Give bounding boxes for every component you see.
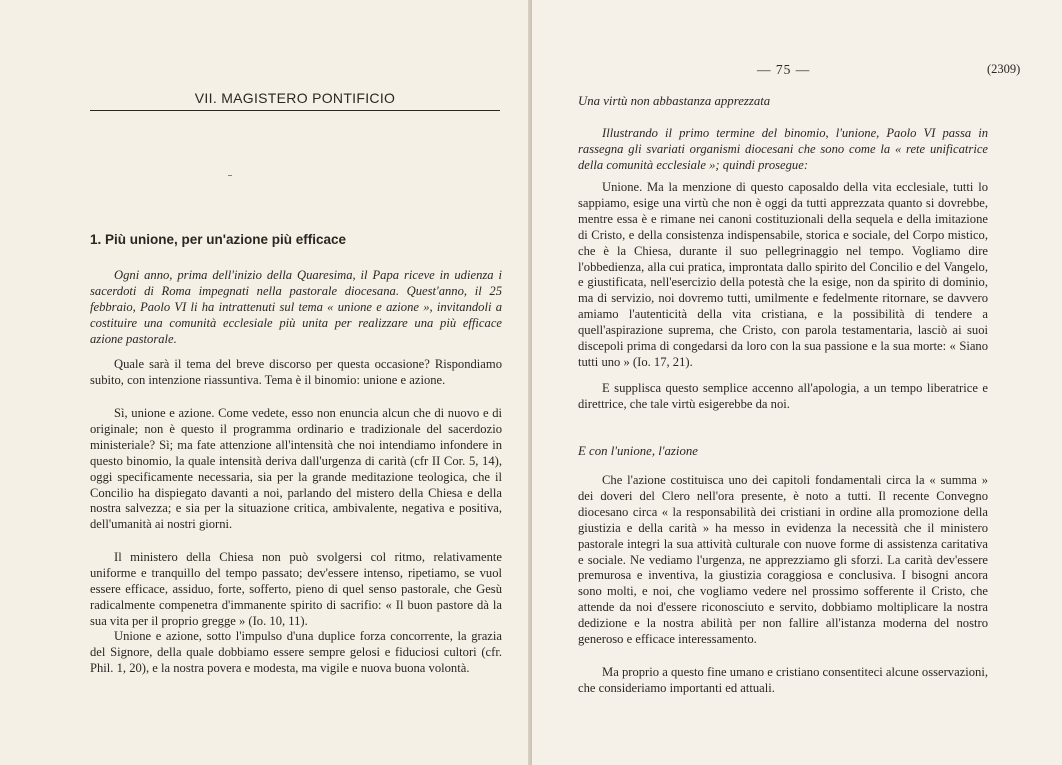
left-page	[0, 0, 530, 765]
body-paragraph: Il ministero della Chiesa non può svolgersi col ritmo, relativamente uniforme e tranquillo del tempo passato; dev'essere intenso, ripetiamo, se vuol essere efficace, assiduo, forte, sofferto, pieno di quel senso pastorale, che Gesù radicalmente compenetra d'immanente spirito di sacrifio: « Il buon pastore dà la sua vita per il proprio gregge » (Io. 10, 11).	[90, 550, 502, 628]
body-paragraph: Ma proprio a questo fine umano e cristiano consentiteci alcune osservazioni, che consideriamo importanti ed attuali.	[578, 665, 988, 695]
page-number: — 75 —	[757, 62, 811, 77]
body-paragraph: Quale sarà il tema del breve discorso per questa occasione? Rispondiamo subito, con intenzione riassuntiva. Tema è il binomio: unione e azione.	[90, 357, 502, 387]
right-page	[532, 0, 1062, 765]
chapter-rule	[90, 110, 500, 111]
chapter-heading: VII. MAGISTERO PONTIFICIO	[194, 90, 396, 106]
section-heading: 1. Più unione, per un'azione più efficace	[90, 232, 347, 247]
body-paragraph: E supplisca questo semplice accenno all'apologia, a un tempo liberatrice e direttrice, che tale virtù esigerebbe da noi.	[578, 381, 988, 411]
intro-paragraph: Illustrando il primo termine del binomio, l'unione, Paolo VI passa in rassegna gli svariati organismi diocesani che sono come la « rete unificatrice della comunità ecclesiale »; quindi prosegue:	[578, 126, 988, 172]
intro-paragraph: Ogni anno, prima dell'inizio della Quaresima, il Papa riceve in udienza i sacerdoti di Roma impegnati nella pastorale diocesana. Quest'anno, il 25 febbraio, Paolo VI li ha intrattenuti sul tema « unione e azione », invitandoli a costituire una comunità ecclesiale più unita per realizzare una più efficace azione pastorale.	[90, 268, 502, 346]
page-code: (2309)	[987, 62, 1021, 76]
body-paragraph: Che l'azione costituisca uno dei capitoli fondamentali circa la « summa » dei doveri del Clero nell'ora presente, è noto a tutti. Il recente Convegno diocesano circa « la responsabilità dei cristiani in ordine alla promozione della giustizia e della carità » ha messo in evidenza la necessità che il ministero pastorale integri la sua attività culturale con nuove forme di assistenza caritativa e sociale. Ne vediamo l'urgenza, ne apprezziamo gli sforzi. La carità dev'essere premurosa e inventiva, la giustizia coraggiosa e conclusiva. I bisogni ancora sono molti, e noi, che vogliamo vedere nel prossimo sofferente il Cristo, che attende da noi d'essere riconosciuto e servito, dobbiamo moltiplicare la nostra dedizione e la nostra abilità per non fallire all'istanza moderna del nostro generoso e efficace interessamento.	[578, 473, 988, 647]
page-mark	[228, 175, 232, 176]
subheading: E con l'unione, l'azione	[578, 444, 698, 458]
subheading: Una virtù non abbastanza apprezzata	[578, 94, 771, 108]
body-paragraph: Sì, unione e azione. Come vedete, esso non enuncia alcun che di nuovo e di originale; non è questo il programma ordinario e tradizionale del sacerdozio ministeriale? Sì; ma fate attenzione all'intensità che noi intendiamo infondere in questo binomio, la quale intensità deriva dall'urgenza di carità (cfr II Cor. 5, 14), oggi specificamente necessaria, sia per la grande meditazione teologica, che il Concilio ha dispiegato davanti a noi, parlando del mistero della Chiesa e della nostra salvezza; e sia per la situazione critica, ambivalente, negativa e positiva, dell'umanità ai nostri giorni.	[90, 406, 502, 532]
body-paragraph: Unione. Ma la menzione di questo caposaldo della vita ecclesiale, tutti lo sappiamo, esige una virtù che non è oggi da tutti apprezzata quanto si dovrebbe, mentre essa è e rimane nei canoni costituzionali della sequela e della imitazione di Cristo, e della consistenza indispensabile, storica e sociale, del Corpo mistico, che è la Chiesa, durante il suo pellegrinaggio nel tempo. Vogliamo dire l'obbedienza, alla cui pratica, improntata dallo spirito del Concilio e del Vangelo, e giustificata, nell'esercizio della potestà che la esige, non da spirito di dominio, ma di servizio, noi dovremo tutti, umilmente e fedelmente ritornare, se davvero amiamo l'autenticità della vita cristiana, e la possibilità di tendere a quell'aspirazione suprema, che Cristo, con parola testamentaria, lasciò ai suoi discepoli prima di congedarsi da loro con la sua passione e la sua morte: « Siano tutti uno » (Io. 17, 21).	[578, 180, 988, 369]
body-paragraph: Unione e azione, sotto l'impulso d'una duplice forza concorrente, la grazia del Signore, della quale dobbiamo essere sempre gelosi e fiduciosi cultori (cfr. Phil. 1, 20), e la nostra povera e modesta, ma vigile e nuova buona volontà.	[90, 629, 502, 675]
